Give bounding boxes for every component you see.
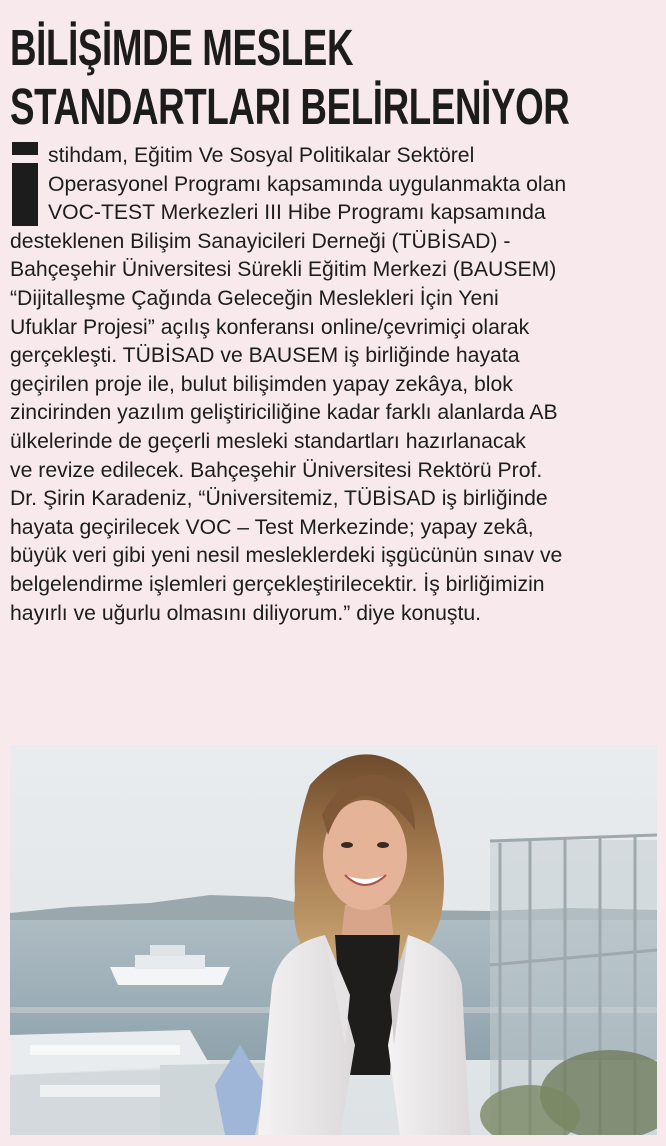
body-line: gerçekleşti. TÜBİSAD ve BAUSEM iş birliğinde hayata — [10, 344, 520, 368]
body-line: ülkelerinde de geçerli mesleki standartları hazırlanacak — [10, 429, 526, 453]
body-line: ve revize edilecek. Bahçeşehir Üniversitesi Rektörü Prof. — [10, 458, 543, 482]
body-line: Dr. Şirin Karadeniz, “Üniversitemiz, TÜBİSAD iş birliğinde — [10, 487, 548, 511]
article-headline — [10, 18, 570, 136]
body-line: desteklenen Bilişim Sanayicileri Derneği (TÜBİSAD) - — [10, 229, 511, 253]
article-photo — [10, 745, 657, 1135]
body-line: geçirilen proje ile, bulut bilişimden yapay zekâya, blok — [10, 372, 513, 396]
body-line: VOC-TEST Merkezleri III Hibe Programı kapsamında — [48, 201, 546, 225]
body-line: Operasyonel Programı kapsamında uygulanmakta olan — [48, 172, 567, 196]
body-line: Ufuklar Projesi” açılış konferansı online/çevrimiçi olarak — [10, 315, 530, 339]
body-line: zincirinden yazılım geliştiriciliğine kadar farklı alanlarda AB — [10, 401, 558, 425]
headline-line-2: STANDARTLARI BELİRLENİYOR — [10, 78, 570, 135]
photo-illustration — [10, 745, 657, 1135]
headline-line-1: BİLİŞİMDE MESLEK — [10, 19, 354, 76]
body-line: hayata geçirilecek VOC – Test Merkezinde; yapay zekâ, — [10, 515, 534, 539]
body-line: hayırlı ve uğurlu olmasını diliyorum.” diye konuştu. — [10, 601, 482, 625]
article-body — [10, 142, 658, 628]
body-line: belgelendirme işlemleri gerçekleştirilecektir. İş birliğimizin — [10, 572, 545, 596]
body-line: “Dijitalleşme Çağında Geleceğin Meslekleri İçin Yeni — [10, 286, 499, 310]
body-line: büyük veri gibi yeni nesil mesleklerdeki işgücünün sınav ve — [10, 544, 563, 568]
body-line: Bahçeşehir Üniversitesi Sürekli Eğitim Merkezi (BAUSEM) — [10, 258, 557, 282]
body-line: stihdam, Eğitim Ve Sosyal Politikalar Sektörel — [48, 144, 475, 167]
